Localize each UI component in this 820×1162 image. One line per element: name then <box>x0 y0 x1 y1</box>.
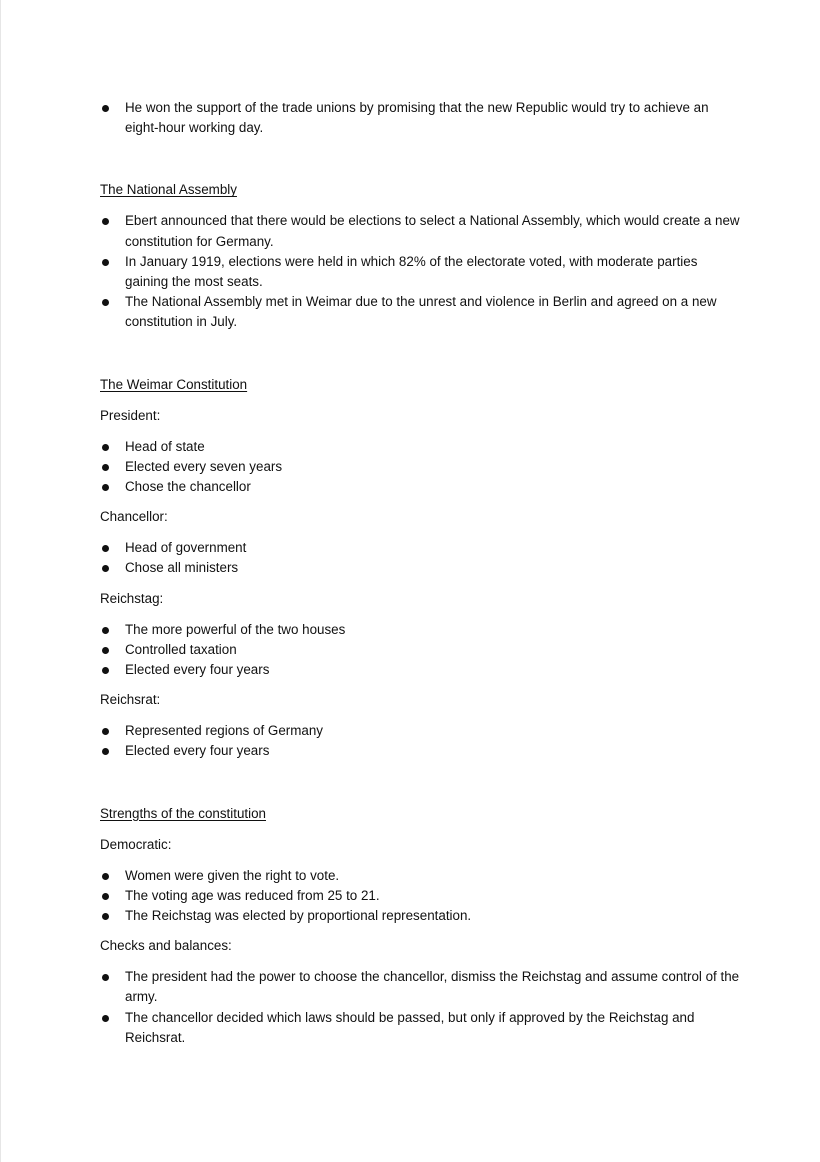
list-item <box>100 437 740 457</box>
list-item <box>100 457 740 477</box>
list-item-text: The president had the power to choose the chancellor, dismiss the Reichstag and assume control of the army. <box>125 969 740 1005</box>
document-content <box>100 98 740 1048</box>
list-item <box>100 558 740 578</box>
list-item-text: Ebert announced that there would be elections to select a National Assembly, which would create a new constitution for Germany. <box>125 213 740 249</box>
list-item-text: The National Assembly met in Weimar due to the unrest and violence in Berlin and agreed on a new constitution in July. <box>125 294 717 330</box>
list-item-text: Head of government <box>125 540 247 556</box>
list-item <box>100 477 740 497</box>
list-item-text: Controlled taxation <box>125 641 237 657</box>
list-item-text: Elected every four years <box>125 743 270 759</box>
subheading-reichstag: Reichstag: <box>100 590 164 606</box>
section-heading-strengths: Strengths of the constitution <box>100 805 266 821</box>
list-item-text: Elected every seven years <box>125 458 283 474</box>
bullet-icon <box>102 974 109 981</box>
subheading-reichsrat: Reichsrat: <box>100 692 161 708</box>
list-item-text: The Reichstag was elected by proportional representation. <box>125 908 472 924</box>
list-item-text: In January 1919, elections were held in which 82% of the electorate voted, with moderate parties gaining the most seats. <box>125 253 698 290</box>
list-item-text: Represented regions of Germany <box>125 723 323 739</box>
bullet-icon <box>102 259 109 266</box>
bullet-icon <box>102 299 109 306</box>
list-item-text: The voting age was reduced from 25 to 21. <box>125 887 380 903</box>
bullet-icon <box>102 748 109 755</box>
bullet-icon <box>102 647 109 654</box>
bullet-icon <box>102 444 109 451</box>
list-item <box>100 1008 740 1048</box>
national-assembly-bullet-list <box>100 211 740 332</box>
list-item-text: Elected every four years <box>125 662 270 678</box>
president-bullet-list <box>100 437 740 498</box>
bullet-icon <box>102 484 109 491</box>
intro-bullet-list <box>100 98 740 138</box>
list-item <box>100 620 740 640</box>
bullet-icon <box>102 893 109 900</box>
reichsrat-bullet-list <box>100 721 740 761</box>
bullet-icon <box>102 1015 109 1022</box>
subheading-chancellor: Chancellor: <box>100 509 168 525</box>
bullet-icon <box>102 545 109 552</box>
subheading-checks-and-balances: Checks and balances: <box>100 938 232 954</box>
subheading-president: President: <box>100 407 161 423</box>
bullet-icon <box>102 873 109 880</box>
list-item <box>100 886 740 906</box>
reichstag-bullet-list <box>100 620 740 681</box>
list-item-text: The chancellor decided which laws should be passed, but only if approved by the Reichstag and Reichsrat. <box>125 1009 695 1045</box>
chancellor-bullet-list <box>100 538 740 578</box>
democratic-bullet-list <box>100 866 740 927</box>
bullet-icon <box>102 464 109 471</box>
list-item <box>100 252 740 292</box>
list-item-text: The more powerful of the two houses <box>125 621 346 637</box>
bullet-icon <box>102 565 109 572</box>
checks-bullet-list <box>100 967 740 1048</box>
list-item-text: He won the support of the trade unions by promising that the new Republic would try to achieve an eight-hour working day. <box>125 100 709 136</box>
list-item <box>100 98 740 138</box>
list-item <box>100 741 740 761</box>
list-item <box>100 211 740 251</box>
list-item-text: Head of state <box>125 438 205 454</box>
subheading-democratic: Democratic: <box>100 836 172 852</box>
bullet-icon <box>102 105 109 112</box>
bullet-icon <box>102 728 109 735</box>
section-heading-national-assembly: The National Assembly <box>100 182 237 198</box>
list-item <box>100 906 740 926</box>
list-item <box>100 721 740 741</box>
list-item <box>100 292 740 332</box>
list-item <box>100 660 740 680</box>
list-item <box>100 866 740 886</box>
list-item-text: Chose all ministers <box>125 560 239 576</box>
bullet-icon <box>102 667 109 674</box>
bullet-icon <box>102 913 109 920</box>
list-item <box>100 538 740 558</box>
bullet-icon <box>102 218 109 225</box>
list-item-text: Chose the chancellor <box>125 479 251 495</box>
bullet-icon <box>102 627 109 634</box>
list-item <box>100 640 740 660</box>
list-item <box>100 967 740 1007</box>
list-item-text: Women were given the right to vote. <box>125 867 340 883</box>
section-heading-weimar-constitution: The Weimar Constitution <box>100 376 248 392</box>
